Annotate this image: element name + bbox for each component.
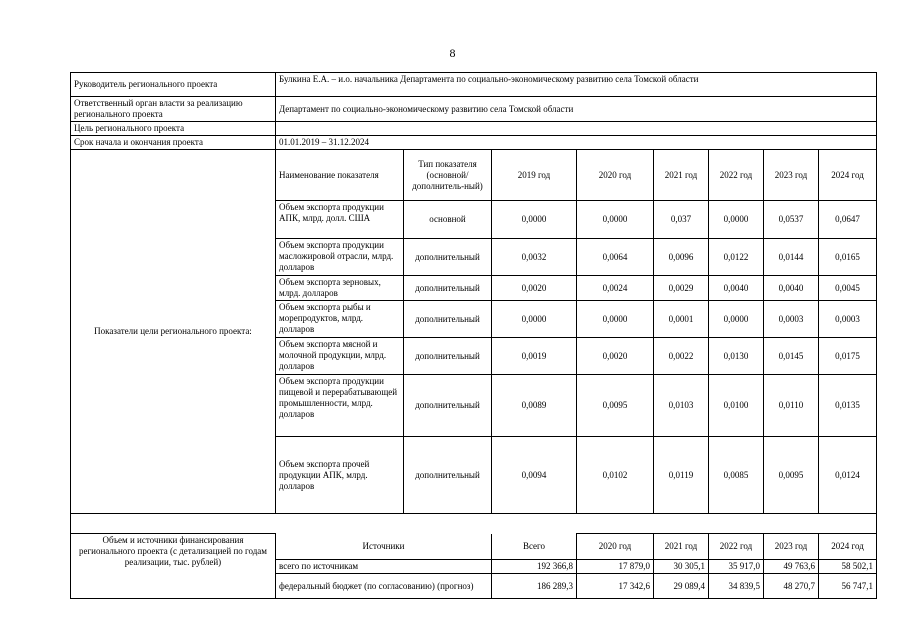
indicator-value: 0,0064	[577, 239, 654, 276]
indicator-value: 0,0145	[764, 338, 819, 375]
year-header-2022: 2022 год	[709, 150, 764, 201]
year-header-2020: 2020 год	[577, 150, 654, 201]
indicator-value: 0,0119	[654, 437, 709, 514]
indicator-value: 0,0135	[819, 375, 877, 437]
indicator-name: Объем экспорта мясной и молочной продукции, млрд. долларов	[276, 338, 404, 375]
indicator-value: 0,0103	[654, 375, 709, 437]
total-header: Всего	[492, 534, 577, 560]
fin-year-header-2023: 2023 год	[764, 534, 819, 560]
indicator-value: 0,0000	[577, 201, 654, 239]
indicator-value: 0,0175	[819, 338, 877, 375]
leader-label: Руководитель регионального проекта	[71, 73, 276, 97]
financing-section-label: Объем и источники финансирования регионального проекта (с детализацией по годам реализации, тыс. рублей)	[71, 534, 276, 599]
section-spacer-row	[71, 514, 877, 534]
financing-source: всего по источникам	[276, 560, 492, 574]
goal-value	[276, 122, 877, 136]
indicator-value: 0,0647	[819, 201, 877, 239]
authority-label: Ответственный орган власти за реализацию регионального проекта	[71, 97, 276, 122]
fin-year-header-2020: 2020 год	[577, 534, 654, 560]
fin-year-header-2024: 2024 год	[819, 534, 877, 560]
indicator-value: 0,0096	[654, 239, 709, 276]
indicator-name: Объем экспорта продукции пищевой и перерабатывающей промышленности, млрд. долларов	[276, 375, 404, 437]
financing-header-row	[71, 534, 877, 560]
authority-value: Департамент по социально-экономическому развитию села Томской области	[276, 97, 877, 122]
indicator-value: 0,0040	[764, 276, 819, 301]
financing-value: 49 763,6	[764, 560, 819, 574]
indicator-value: 0,0000	[709, 301, 764, 338]
year-header-2021: 2021 год	[654, 150, 709, 201]
indicator-type: дополнительный	[404, 375, 492, 437]
indicators-section-label: Показатели цели регионального проекта:	[71, 150, 276, 514]
indicator-type: дополнительный	[404, 338, 492, 375]
indicator-value: 0,0020	[577, 338, 654, 375]
financing-value: 30 305,1	[654, 560, 709, 574]
indicator-type-header: Тип показателя (основной/ дополнитель-ный)	[404, 150, 492, 201]
page-number: 8	[449, 46, 456, 60]
indicator-type: дополнительный	[404, 276, 492, 301]
year-header-2023: 2023 год	[764, 150, 819, 201]
fin-year-header-2021: 2021 год	[654, 534, 709, 560]
sources-header: Источники	[276, 534, 492, 560]
indicator-name: Объем экспорта зерновых, млрд. долларов	[276, 276, 404, 301]
financing-value: 29 089,4	[654, 574, 709, 599]
indicator-value: 0,0003	[819, 301, 877, 338]
indicator-name: Объем экспорта прочей продукции АПК, млрд. долларов	[276, 437, 404, 514]
indicator-name: Объем экспорта рыбы и морепродуктов, млрд. долларов	[276, 301, 404, 338]
financing-value: 34 839,5	[709, 574, 764, 599]
indicator-value: 0,0045	[819, 276, 877, 301]
financing-value: 48 270,7	[764, 574, 819, 599]
indicator-value: 0,0537	[764, 201, 819, 239]
indicator-value: 0,0095	[764, 437, 819, 514]
indicator-value: 0,0102	[577, 437, 654, 514]
indicator-value: 0,0095	[577, 375, 654, 437]
indicator-value: 0,0040	[709, 276, 764, 301]
indicator-value: 0,0144	[764, 239, 819, 276]
indicator-value: 0,0110	[764, 375, 819, 437]
financing-value: 17 879,0	[577, 560, 654, 574]
indicator-name: Объем экспорта продукции масложировой отрасли, млрд. долларов	[276, 239, 404, 276]
term-row	[71, 136, 877, 150]
indicator-type: дополнительный	[404, 301, 492, 338]
term-value: 01.01.2019 – 31.12.2024	[276, 136, 877, 150]
authority-row	[71, 97, 877, 122]
indicator-name-header: Наименование показателя	[276, 150, 404, 201]
year-header-2024: 2024 год	[819, 150, 877, 201]
indicator-type: основной	[404, 201, 492, 239]
indicator-value: 0,0085	[709, 437, 764, 514]
indicator-value: 0,0122	[709, 239, 764, 276]
indicators-header-row	[71, 150, 877, 201]
leader-row	[71, 73, 877, 97]
indicator-value: 0,0000	[492, 301, 577, 338]
project-passport-table	[70, 72, 877, 599]
indicator-value: 0,0019	[492, 338, 577, 375]
goal-row	[71, 122, 877, 136]
financing-value: 56 747,1	[819, 574, 877, 599]
indicator-value: 0,0001	[654, 301, 709, 338]
indicator-value: 0,0100	[709, 375, 764, 437]
financing-total: 186 289,3	[492, 574, 577, 599]
fin-year-header-2022: 2022 год	[709, 534, 764, 560]
indicator-value: 0,0124	[819, 437, 877, 514]
financing-value: 58 502,1	[819, 560, 877, 574]
leader-value: Булкина Е.А. – и.о. начальника Департамента по социально-экономическому развитию села Томской области	[276, 73, 877, 97]
indicator-value: 0,0032	[492, 239, 577, 276]
indicator-value: 0,0029	[654, 276, 709, 301]
indicator-value: 0,037	[654, 201, 709, 239]
indicator-value: 0,0130	[709, 338, 764, 375]
indicator-value: 0,0000	[577, 301, 654, 338]
indicator-type: дополнительный	[404, 239, 492, 276]
indicator-name: Объем экспорта продукции АПК, млрд. долл. США	[276, 201, 404, 239]
indicator-value: 0,0094	[492, 437, 577, 514]
indicator-value: 0,0020	[492, 276, 577, 301]
indicator-value: 0,0003	[764, 301, 819, 338]
indicator-value: 0,0024	[577, 276, 654, 301]
financing-source: федеральный бюджет (по согласованию) (прогноз)	[276, 574, 492, 599]
indicator-value: 0,0165	[819, 239, 877, 276]
indicator-value: 0,0000	[709, 201, 764, 239]
indicator-value: 0,0000	[492, 201, 577, 239]
section-spacer	[71, 514, 877, 534]
financing-total: 192 366,8	[492, 560, 577, 574]
financing-value: 17 342,6	[577, 574, 654, 599]
indicator-value: 0,0022	[654, 338, 709, 375]
goal-label: Цель регионального проекта	[71, 122, 276, 136]
term-label: Срок начала и окончания проекта	[71, 136, 276, 150]
financing-value: 35 917,0	[709, 560, 764, 574]
year-header-2019: 2019 год	[492, 150, 577, 201]
indicator-type: дополнительный	[404, 437, 492, 514]
indicator-value: 0,0089	[492, 375, 577, 437]
